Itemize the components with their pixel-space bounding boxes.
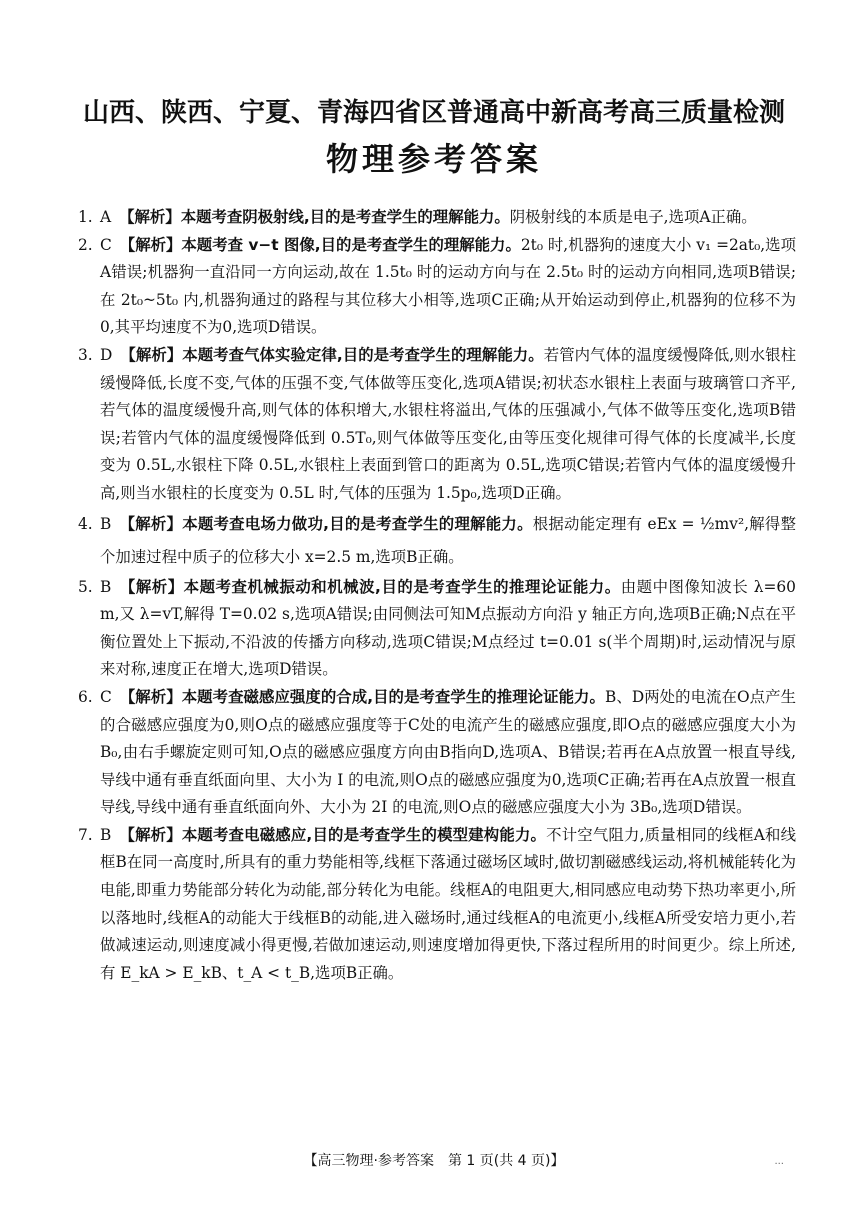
item-body: B、D两处的电流在O点产生的合磁感应强度为0,则O点的磁感应强度等于C处的电流产生的磁感应强度,即O点的磁感应强度大小为 B₀,由右手螺旋定则可知,O点的磁感应强度方向由B指向D,选项A、B错误;若再在A点放置一根直导线,导线中通有垂直纸面向里、大小为 I 的电流,则O点的磁感应强度为0,选项C正确;若再在A点放置一根直导线,导线中通有垂直纸面向外、大小为 2I 的电流,则O点的磁感应强度大小为 3B₀,选项D错误。 <box>100 687 796 817</box>
item-body: 若管内气体的温度缓慢降低,则水银柱缓慢降低,长度不变,气体的压强不变,气体做等压变化,选项A错误;初状态水银柱上表面与玻璃管口齐平,若气体的温度缓慢升高,则气体的体积增大,水银柱将溢出,气体的压强减小,气体不做等压变化,选项B错误;若管内气体的温度缓慢降低到 0.5T₀,则气体做等压变化,由等压变化规律可得气体的长度减半,长度变为 0.5L,水银柱下降 0.5L,水银柱上表面到管口的距离为 0.5L,选项C错误;若管内气体的温度缓慢升高,则当水银柱的长度变为 0.5L 时,气体的压强为 1.5p₀,选项D正确。 <box>100 345 796 502</box>
item-answer: C <box>100 687 112 706</box>
answer-item-6 <box>78 684 796 822</box>
item-intro: 本题考查气体实验定律,目的是考查学生的理解能力。 <box>182 345 544 364</box>
item-analysis-tag: 【解析】 <box>119 577 184 596</box>
item-answer: B <box>100 514 112 533</box>
item-intro: 本题考查电场力做功,目的是考查学生的理解能力。 <box>182 514 533 533</box>
item-number: 5. <box>78 577 93 596</box>
item-answer: B <box>100 825 112 844</box>
item-number: 3. <box>78 345 93 364</box>
answer-item-4 <box>78 508 796 574</box>
item-number: 7. <box>78 825 93 844</box>
item-intro: 本题考查电磁感应,目的是考查学生的模型建构能力。 <box>181 825 547 844</box>
item-intro: 本题考查 v−t 图像,目的是考查学生的理解能力。 <box>181 235 521 254</box>
item-number: 6. <box>78 687 93 706</box>
answer-item-3 <box>78 342 796 508</box>
answer-item-7 <box>78 822 796 988</box>
item-analysis-tag: 【解析】 <box>119 687 182 706</box>
item-number: 2. <box>78 235 93 254</box>
item-answer: A <box>100 208 112 226</box>
item-intro: 本题考查机械振动和机械波,目的是考查学生的推理论证能力。 <box>183 577 621 596</box>
item-answer: B <box>100 577 112 596</box>
corner-mark: ... <box>774 1156 784 1167</box>
item-body: 2t₀ 时,机器狗的速度大小 v₁ =2at₀,选项A错误;机器狗一直沿同一方向运动,故在 1.5t₀ 时的运动方向与在 2.5t₀ 时的运动方向相同,选项B错误;在 2t₀~5t₀ 内,机器狗通过的路程与其位移大小相等,选项C正确;从开始运动到停止,机器狗的位移不为0,其平均速度不为0,选项D错误。 <box>100 235 796 337</box>
item-analysis-tag: 【解析】 <box>119 514 183 533</box>
item-answer: D <box>100 345 113 364</box>
item-body: 根据动能定理有 eEx = ½mv²,解得整个加速过程中质子的位移大小 x=2.5 m,选项B正确。 <box>100 514 796 566</box>
item-number: 1. <box>78 208 93 226</box>
item-analysis-tag: 【解析】 <box>119 235 182 254</box>
item-analysis-tag: 【解析】 <box>119 825 182 844</box>
answer-list <box>78 204 796 987</box>
document-subtitle: 物理参考答案 <box>325 140 542 178</box>
answer-item-2 <box>78 232 796 342</box>
item-analysis-tag: 【解析】 <box>120 345 183 364</box>
answer-item-5 <box>78 574 796 684</box>
document-title: 山西、陕西、宁夏、青海四省区普通高中新高考高三质量检测 <box>82 98 785 128</box>
item-number: 4. <box>78 514 93 533</box>
item-analysis-tag: 【解析】 <box>119 208 181 226</box>
item-intro: 本题考查磁感应强度的合成,目的是考查学生的推理论证能力。 <box>181 687 605 706</box>
page-footer: 【高三物理·参考答案 第 1 页(共 4 页)】 <box>303 1153 565 1169</box>
item-body: 不计空气阻力,质量相同的线框A和线框B在同一高度时,所具有的重力势能相等,线框下落通过磁场区域时,做切割磁感线运动,将机械能转化为电能,即重力势能部分转化为动能,部分转化为电能。线框A的电阻更大,相同感应电动势下热功率更小,所以落地时,线框A的动能大于线框B的动能,进入磁场时,通过线框A的电流更小,线框A所受安培力更小,若做减速运动,则速度减小得更慢,若做加速运动,则速度增加得更快,下落过程所用的时间更少。综上所述,有 E_kA > E_kB、t_A < t_B,选项B正确。 <box>100 825 796 982</box>
answer-item-1 <box>78 204 796 232</box>
item-answer: C <box>100 235 112 254</box>
item-body: 阴极射线的本质是电子,选项A正确。 <box>509 208 757 226</box>
item-body: 由题中图像知波长 λ=60 m,又 λ=vT,解得 T=0.02 s,选项A错误;由同侧法可知M点振动方向沿 y 轴正方向,选项B正确;N点在平衡位置处上下振动,不沿波的传播方向移动,选项C错误;M点经过 t=0.01 s(半个周期)时,运动情况与原来对称,速度正在增大,选项D错误。 <box>100 577 796 679</box>
item-intro: 本题考查阴极射线,目的是考查学生的理解能力。 <box>180 208 510 226</box>
